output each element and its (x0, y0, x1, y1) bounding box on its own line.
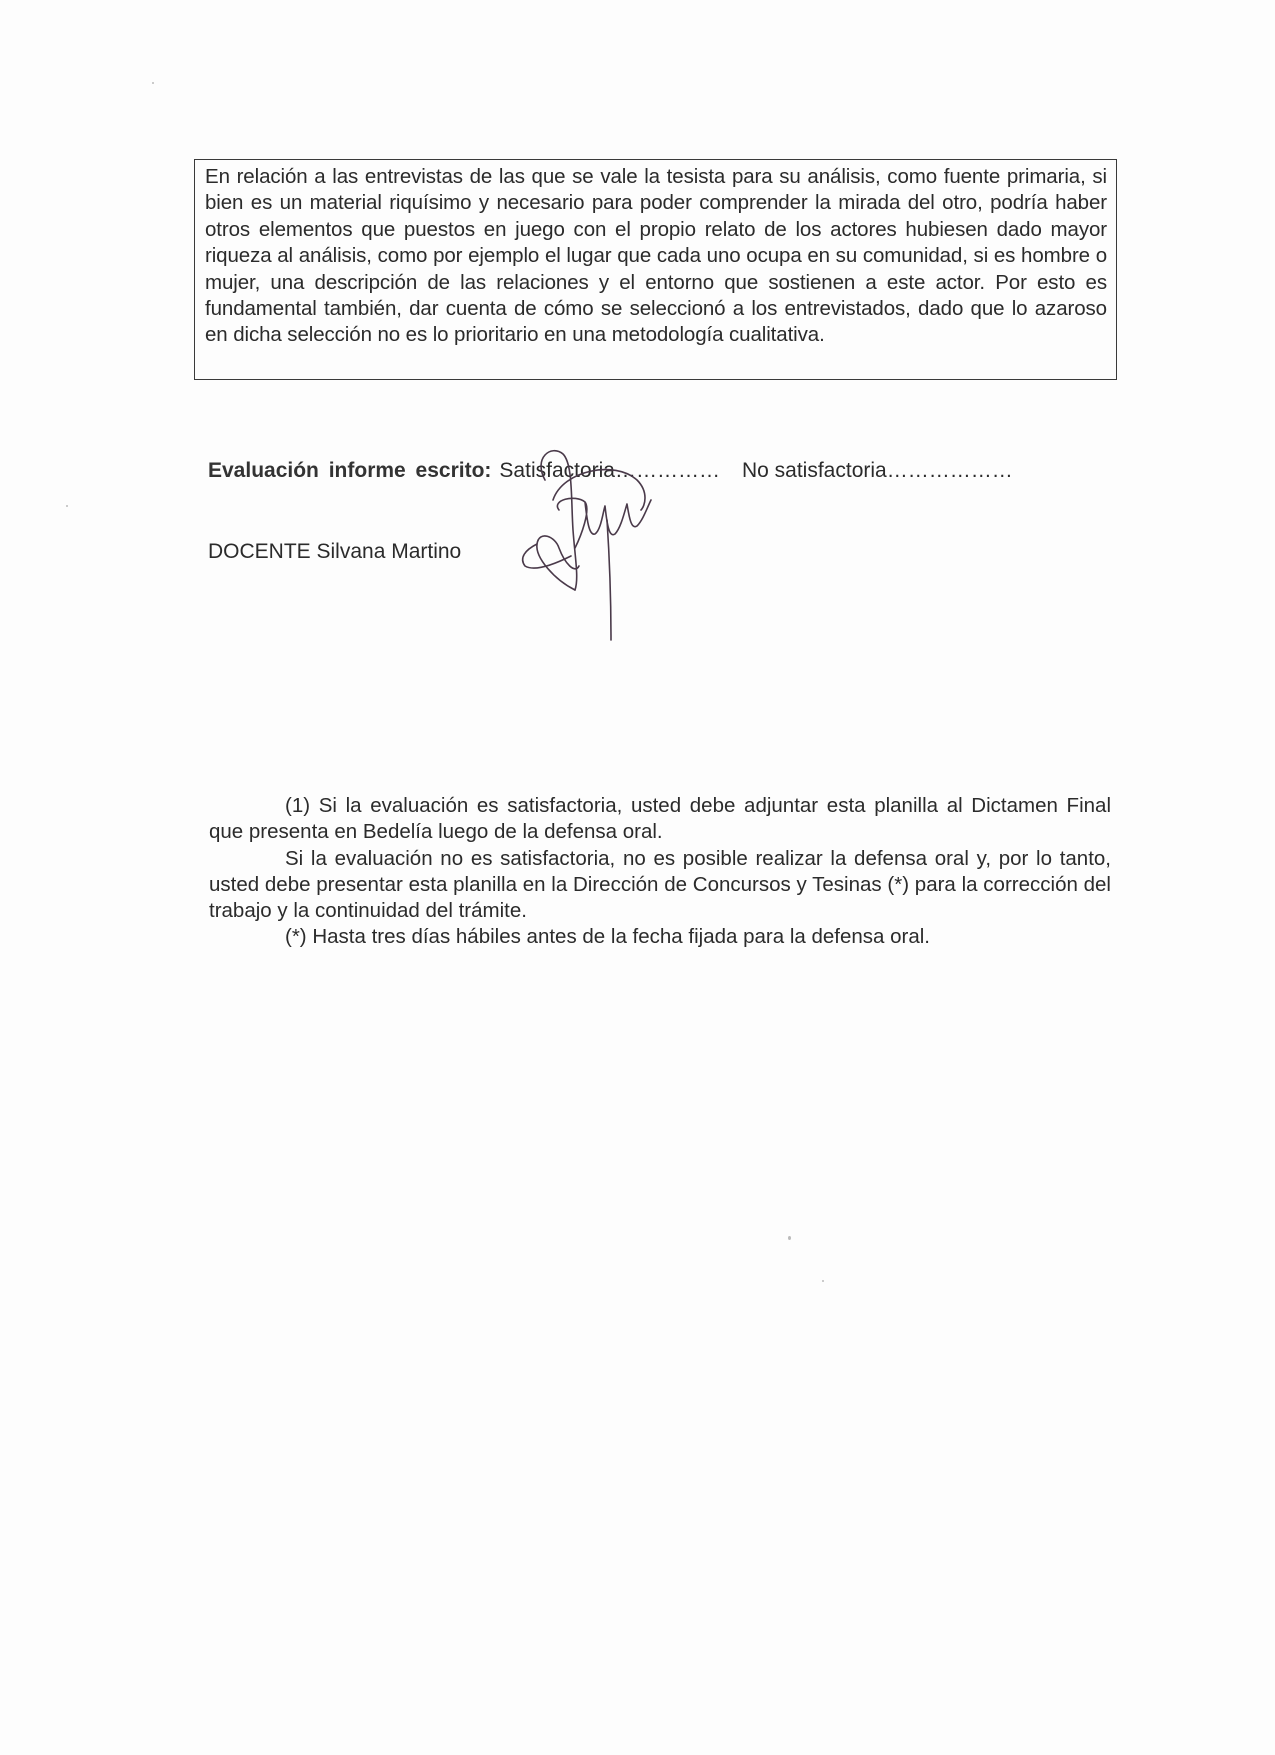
docente-name: DOCENTE Silvana Martino (208, 540, 462, 563)
scan-speck (788, 1236, 791, 1240)
scan-speck (152, 82, 154, 84)
evaluation-label: Evaluación informe escrito: (208, 459, 492, 482)
scan-speck (66, 505, 68, 507)
evaluation-comment-box (194, 159, 1117, 380)
option-unsatisfactory: No satisfactoria……………… (741, 459, 1013, 482)
footnote-3: (*) Hasta tres días hábiles antes de la fecha fijada para la defensa oral. (285, 925, 930, 949)
signature-loop-stroke (541, 451, 577, 590)
signature-lower-stroke (537, 536, 579, 590)
signature-upper-stroke (553, 470, 645, 510)
footnote-1: (1) Si la evaluación es satisfactoria, usted debe adjuntar esta planilla al Dictamen Final que presenta en Bedelía luego de la defensa oral. (209, 794, 1111, 844)
handwritten-signature (515, 440, 695, 650)
signature-tail-stroke (607, 520, 611, 640)
footnote-2: Si la evaluación no es satisfactoria, no es posible realizar la defensa oral y, por lo tanto, usted debe presentar esta planilla en la Dirección de Concursos y Tesinas (*) para la corrección del trabajo y la continuidad del trámite. (209, 846, 1111, 923)
scan-speck (822, 1280, 824, 1282)
footnotes (209, 793, 1111, 951)
signature-hook-stroke (523, 544, 571, 568)
option-satisfactory: Satisfactoria…………… (499, 459, 720, 482)
evaluation-comment-text: En relación a las entrevistas de las que se vale la tesista para su análisis, como fuente primaria, si bien es un material riquísimo y necesario para poder comprender la mirada del otro, podría haber otros elementos que puestos en juego con el propio relato de los actores hubiesen dado mayor riqueza al análisis, como por ejemplo el lugar que cada uno ocupa en su comunidad, si es hombre o mujer, una descripción de las relaciones y el entorno que sostienen a este actor. Por esto es fundamental también, dar cuenta de cómo se seleccionó a los entrevistados, dado que lo azaroso en dicha selección no es lo prioritario en una metodología cualitativa. (205, 165, 1107, 347)
